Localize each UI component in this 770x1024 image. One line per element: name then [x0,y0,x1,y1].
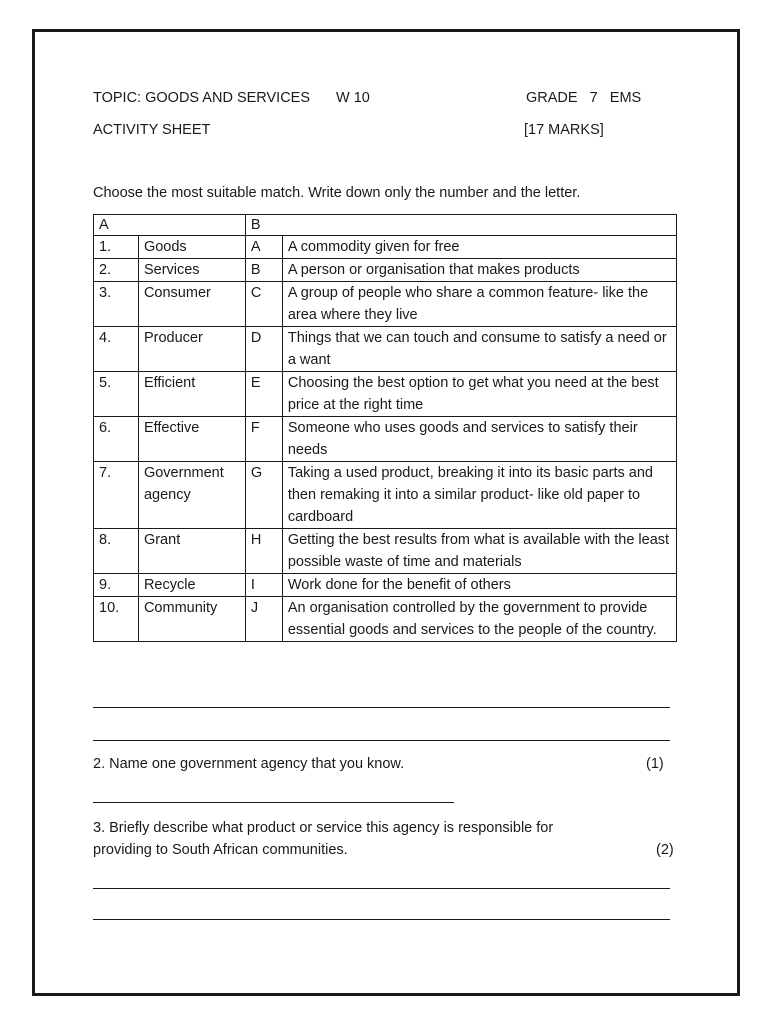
row-definition: Work done for the benefit of others [282,574,676,597]
row-letter: A [245,236,282,259]
row-letter: C [245,282,282,327]
row-definition: Getting the best results from what is available with the least possible waste of time and materials [282,529,676,574]
row-letter: H [245,529,282,574]
row-letter: F [245,417,282,462]
table-row [94,282,677,327]
question-2-text: 2. Name one government agency that you know. [93,756,405,772]
row-term: Government agency [138,462,245,529]
row-term: Goods [138,236,245,259]
table-row [94,597,677,642]
table-row [94,417,677,462]
row-number: 3. [94,282,139,327]
answer-line[interactable] [93,802,454,803]
table-row [94,529,677,574]
table-row [94,574,677,597]
row-term: Services [138,259,245,282]
row-term: Consumer [138,282,245,327]
row-term: Recycle [138,574,245,597]
week-label: W 10 [336,90,370,106]
row-number: 9. [94,574,139,597]
instructions: Choose the most suitable match. Write down only the number and the letter. [93,185,581,201]
row-letter: G [245,462,282,529]
grade-label: GRADE 7 EMS [526,90,642,106]
table-header-row [94,215,677,236]
table-row [94,327,677,372]
row-term: Efficient [138,372,245,417]
sheet-title: ACTIVITY SHEET [93,122,211,138]
table-row [94,372,677,417]
row-definition: A group of people who share a common feature- like the area where they live [282,282,676,327]
row-letter: J [245,597,282,642]
topic-title: TOPIC: GOODS AND SERVICES [93,90,311,106]
row-definition: Someone who uses goods and services to satisfy their needs [282,417,676,462]
row-number: 10. [94,597,139,642]
answer-line[interactable] [93,888,670,889]
row-number: 7. [94,462,139,529]
table-row [94,259,677,282]
total-marks: [17 MARKS] [524,122,604,138]
row-definition: Things that we can touch and consume to satisfy a need or a want [282,327,676,372]
row-number: 6. [94,417,139,462]
matching-table [93,214,677,642]
row-number: 2. [94,259,139,282]
row-number: 5. [94,372,139,417]
row-term: Community [138,597,245,642]
question-3-text-line2: providing to South African communities. [93,842,348,858]
row-number: 1. [94,236,139,259]
row-term: Producer [138,327,245,372]
row-definition: Taking a used product, breaking it into its basic parts and then remaking it into a similar product- like old paper to cardboard [282,462,676,529]
table-row [94,462,677,529]
answer-line[interactable] [93,740,670,741]
table-row [94,236,677,259]
row-number: 8. [94,529,139,574]
row-term: Grant [138,529,245,574]
column-a-header: A [94,215,246,236]
answer-line[interactable] [93,707,670,708]
row-number: 4. [94,327,139,372]
row-definition: An organisation controlled by the government to provide essential goods and services to the people of the country. [282,597,676,642]
row-definition: A person or organisation that makes products [282,259,676,282]
column-b-header: B [245,215,676,236]
row-letter: D [245,327,282,372]
row-definition: Choosing the best option to get what you need at the best price at the right time [282,372,676,417]
row-definition: A commodity given for free [282,236,676,259]
row-letter: B [245,259,282,282]
question-3-text-line1: 3. Briefly describe what product or service this agency is responsible for [93,820,554,836]
question-2-marks: (1) [646,756,664,772]
row-term: Effective [138,417,245,462]
row-letter: E [245,372,282,417]
row-letter: I [245,574,282,597]
question-3-marks: (2) [656,842,674,858]
answer-line[interactable] [93,919,670,920]
